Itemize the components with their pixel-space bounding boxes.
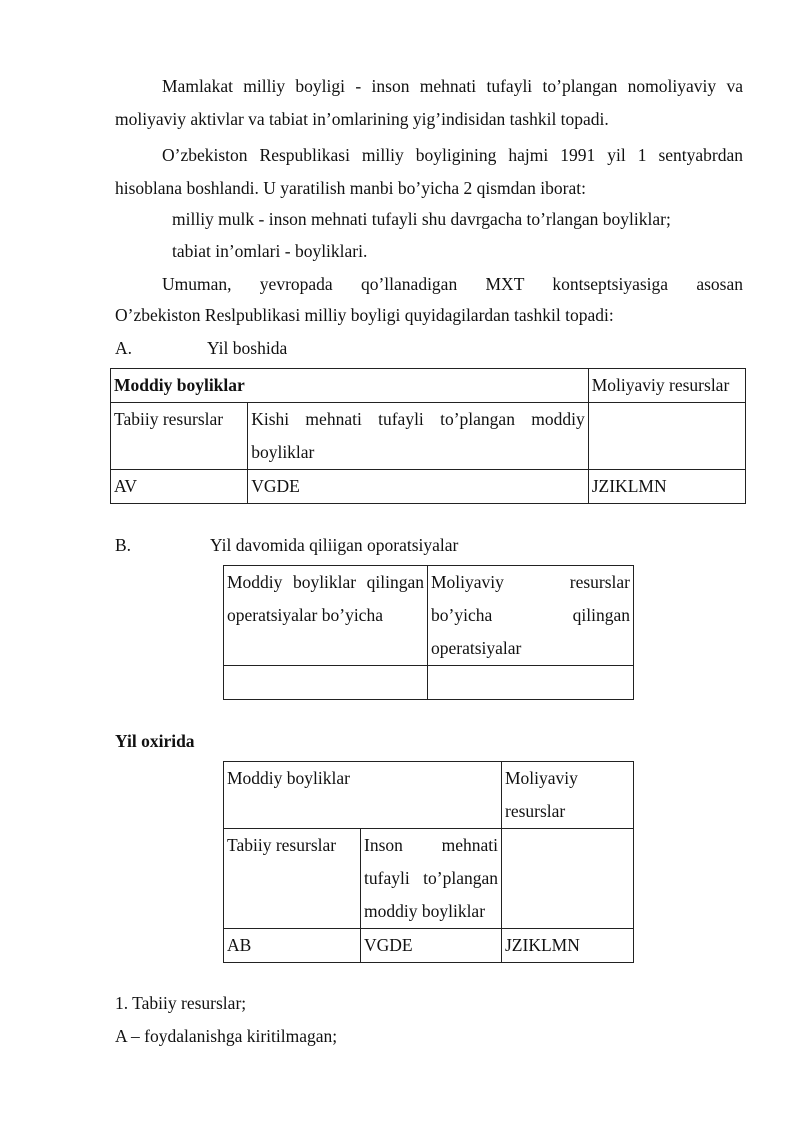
cell-financial-end-empty	[502, 829, 634, 929]
cell-financial-operations-line-1: Moliyaviy resurslar	[431, 572, 630, 592]
cell-labor-wealth-line-2: boyliklar	[251, 442, 315, 462]
cell-financial-operations-line-3: operatsiyalar	[431, 638, 522, 658]
section-a-letter: A.	[115, 338, 133, 358]
section-b-title: Yil davomida qiliigan oporatsiyalar	[210, 535, 459, 555]
cell-financial-operations	[428, 566, 634, 666]
cell-labor-wealth-line-1: Kishi mehnati tufayli to’plangan moddiy	[251, 409, 585, 429]
cell-material-operations-line-1: Moddiy boyliklar qilingan	[227, 572, 424, 592]
cell-labor-end-line-1: Inson mehnati	[364, 835, 498, 855]
cell-vgde-end: VGDE	[361, 929, 502, 963]
cell-vgde: VGDE	[248, 470, 589, 504]
section-c-title: Yil oxirida	[115, 731, 195, 751]
cell-labor-end-line-3: moddiy boyliklar	[364, 901, 486, 921]
footer-line-2: A – foydalanishga kiritilmagan;	[115, 1026, 338, 1046]
table-year-end	[223, 761, 634, 963]
cell-empty-1	[224, 666, 428, 700]
cell-material-operations-line-2: operatsiyalar bo’yicha	[227, 605, 383, 625]
cell-natural-resources: Tabiiy resurslar	[111, 403, 248, 470]
cell-jziklmn: JZIKLMN	[588, 470, 745, 504]
paragraph-1-line-2: moliyaviy aktivlar va tabiat in’omlarining yig’indisidan tashkil topadi.	[115, 109, 609, 129]
cell-material-operations	[224, 566, 428, 666]
cell-labor-wealth-end	[361, 829, 502, 929]
paragraph-3-line-2: O’zbekiston Reslpublikasi milliy boyligi quyidagilardan tashkil topadi:	[115, 305, 614, 325]
header-material-wealth: Moddiy boyliklar	[111, 369, 589, 403]
cell-labor-end-line-2: tufayli to’plangan	[364, 868, 498, 888]
header-financial-line-2: resurslar	[505, 801, 566, 821]
paragraph-1-line-1: Mamlakat milliy boyligi - inson mehnati tufayli to’plangan nomoliyaviy va	[162, 76, 743, 96]
footer-line-1: 1. Tabiiy resurslar;	[115, 993, 247, 1013]
header-material-wealth-end: Moddiy boyliklar	[224, 762, 502, 829]
header-financial-resources: Moliyaviy resurslar	[588, 369, 745, 403]
header-financial-resources-end	[502, 762, 634, 829]
header-financial-line-1: Moliyaviy	[505, 768, 578, 788]
cell-financial-operations-line-2: bo’yicha qilingan	[431, 605, 630, 625]
section-a-title: Yil boshida	[207, 338, 288, 358]
cell-jziklmn-end: JZIKLMN	[502, 929, 634, 963]
cell-natural-resources-end: Tabiiy resurslar	[224, 829, 361, 929]
cell-ab: AB	[224, 929, 361, 963]
section-b-letter: B.	[115, 535, 132, 555]
table-year-start	[110, 368, 746, 504]
paragraph-2-line-2: hisoblana boshlandi. U yaratilish manbi bo’yicha 2 qismdan iborat:	[115, 178, 586, 198]
cell-financial-empty	[588, 403, 745, 470]
table-year-operations	[223, 565, 634, 700]
cell-av: AV	[111, 470, 248, 504]
cell-empty-2	[428, 666, 634, 700]
list-item-milliy-mulk: milliy mulk - inson mehnati tufayli shu davrgacha to’rlangan boyliklar;	[172, 209, 671, 229]
cell-labor-wealth	[248, 403, 589, 470]
paragraph-2-line-1: O’zbekiston Respublikasi milliy boyligining hajmi 1991 yil 1 sentyabrdan	[162, 145, 743, 165]
list-item-tabiat: tabiat in’omlari - boyliklari.	[172, 241, 368, 261]
paragraph-3-line-1: Umuman, yevropada qo’llanadigan MXT kontseptsiyasiga asosan	[162, 274, 743, 294]
